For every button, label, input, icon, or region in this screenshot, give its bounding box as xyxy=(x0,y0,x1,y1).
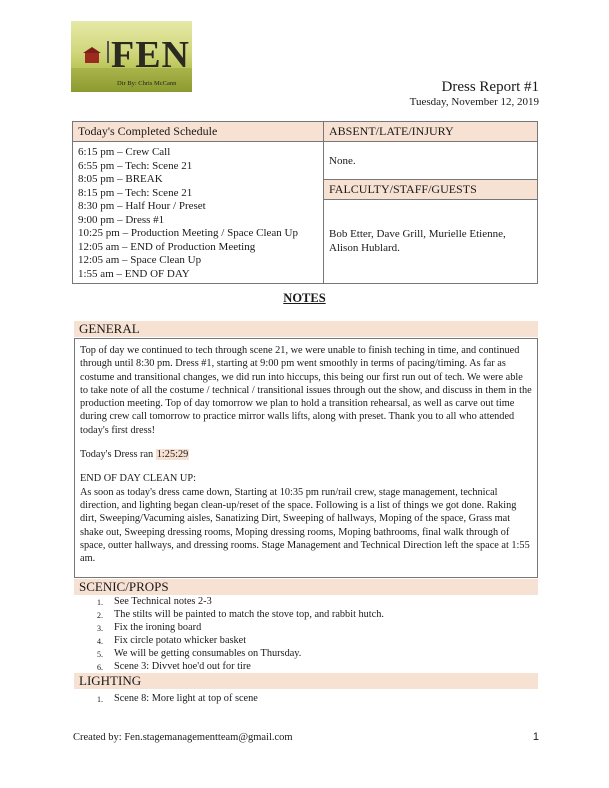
list-item xyxy=(97,634,384,647)
item-number: 1. xyxy=(97,598,103,607)
schedule-item: 8:05 pm – BREAK xyxy=(78,173,163,185)
schedule-item: 1:55 am – END OF DAY xyxy=(78,267,190,280)
schedule-heading: Today's Completed Schedule xyxy=(73,122,324,142)
item-number: 5. xyxy=(97,650,103,659)
item-text: Scene 3: Divvet hoe'd out for tire xyxy=(114,661,251,672)
item-text: See Technical notes 2-3 xyxy=(114,596,212,607)
item-text: Fix circle potato whicker basket xyxy=(114,635,247,646)
item-number: 1. xyxy=(97,695,103,704)
item-text: The stilts will be painted to match the stove top, and rabbit hutch. xyxy=(114,609,384,620)
report-date: Tuesday, November 12, 2019 xyxy=(409,96,539,108)
schedule-item: 12:05 am – Space Clean Up xyxy=(78,254,202,266)
schedule-table xyxy=(72,121,538,284)
absent-heading: ABSENT/LATE/INJURY xyxy=(324,122,538,142)
schedule-item: 6:15 pm – Crew Call xyxy=(78,146,171,158)
list-item xyxy=(97,595,384,608)
list-item xyxy=(97,660,384,673)
schedule-item: 8:30 pm – Half Hour / Preset xyxy=(78,200,206,212)
general-paragraph: Top of day we continued to tech through scene 21, we were unable to finish teching in time, and continued through until 8:30 pm. Dress #1, starting at 9:00 pm went smoothly in terms of pacing/timing. As far as costume and transitional changes, we did run into hiccups, this being our first run out of tech. We were able to take note of all the costume / technical / transitional issues through out the show, and discuss in them in the production meeting. Top of day tomorrow we plan to hold a transition rehearsal, as well as carve out time during crew call tomorrow to practice mirror walls lifts, along with preset. Thank you to all who attended today's first dress! xyxy=(80,345,532,436)
schedule-list xyxy=(73,142,324,284)
footer-created-by: Created by: Fen.stagemanagementteam@gmail.com xyxy=(73,732,293,743)
lighting-list xyxy=(97,692,258,705)
absent-value: None. xyxy=(324,142,538,180)
logo-windmill-icon xyxy=(107,41,109,63)
schedule-item: 8:15 pm – Tech: Scene 21 xyxy=(78,186,193,199)
item-text: Fix the ironing board xyxy=(114,622,202,633)
cleanup-text: As soon as today's dress came down, Starting at 10:35 pm run/rail crew, stage management, technical direction, and lighting began clean-up/reset of the space. Following is a list of things we got done. Raking dirt, Sweeping/Vacuming aisles, Sanatizing Dirt, Sweeping of hallways, Moping of the space, Grass mat shake out, Sweeping dressing rooms, Moping dressing rooms, Moping bathrooms, final walk through of space, outter hallways, and dressing rooms. Stage Management and Technical Direction left the space at 1:55 am. xyxy=(80,486,530,565)
list-item xyxy=(97,608,384,621)
item-text: We will be getting consumables on Thursday. xyxy=(114,648,302,659)
item-number: 3. xyxy=(97,624,103,633)
page-number: 1 xyxy=(532,731,539,743)
dress-run-label: Today's Dress ran xyxy=(80,449,154,461)
dress-run-time: 1:25:29 xyxy=(156,449,189,461)
logo-director: Dir By: Chris McCann xyxy=(117,80,177,87)
logo-barn-icon xyxy=(85,53,99,63)
cleanup-heading: END OF DAY CLEAN UP: xyxy=(80,473,196,485)
item-number: 2. xyxy=(97,611,103,620)
list-item xyxy=(97,692,258,705)
notes-heading: NOTES xyxy=(283,291,326,305)
schedule-item: 9:00 pm – Dress #1 xyxy=(78,213,165,226)
list-item xyxy=(97,621,384,634)
dress-run-line xyxy=(80,448,532,461)
schedule-item: 10:25 pm – Production Meeting / Space Clean Up xyxy=(78,227,298,239)
list-item xyxy=(97,647,384,660)
general-heading: GENERAL xyxy=(74,321,538,337)
item-text: Scene 8: More light at top of scene xyxy=(114,693,258,704)
guests-heading: FALCULTY/STAFF/GUESTS xyxy=(324,180,538,200)
item-number: 6. xyxy=(97,663,103,672)
general-notes-box xyxy=(74,338,538,578)
logo-title: FEN xyxy=(111,34,190,76)
schedule-item: 12:05 am – END of Production Meeting xyxy=(78,240,256,253)
show-logo xyxy=(71,21,192,92)
scenic-list xyxy=(97,595,384,673)
lighting-heading: LIGHTING xyxy=(74,673,538,689)
guests-value: Bob Etter, Dave Grill, Murielle Etienne, Alison Hublard. xyxy=(324,200,538,284)
item-number: 4. xyxy=(97,637,103,646)
report-title: Dress Report #1 xyxy=(441,79,539,95)
scenic-heading: SCENIC/PROPS xyxy=(74,579,538,595)
schedule-item: 6:55 pm – Tech: Scene 21 xyxy=(78,159,193,172)
